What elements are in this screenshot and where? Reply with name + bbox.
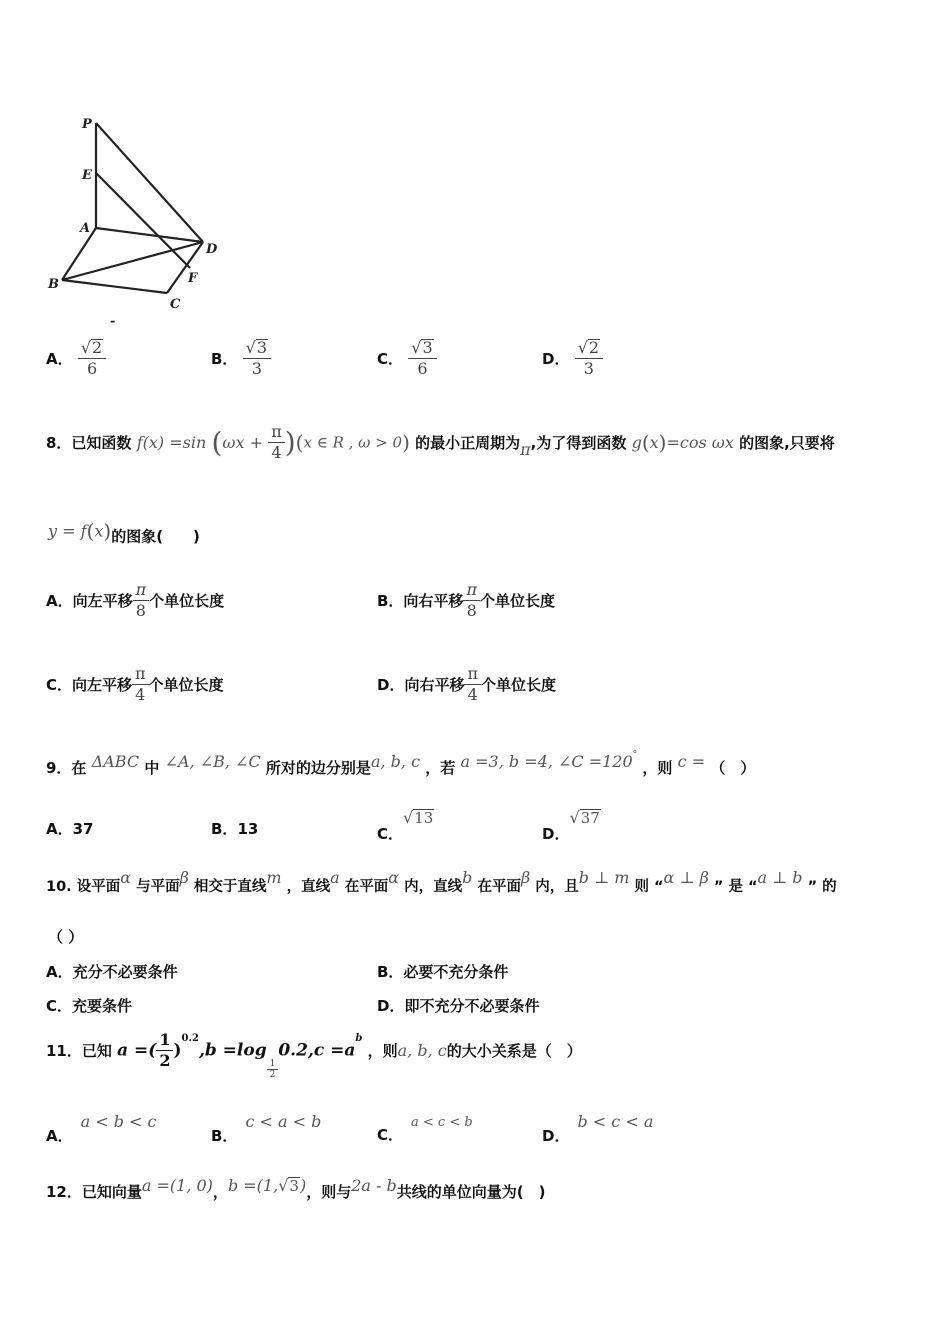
q10-option-d[interactable]: D．即不充分不必要条件 (377, 997, 540, 1015)
q9-option-a[interactable] (46, 818, 93, 839)
q7-c-den: 6 (417, 359, 428, 378)
q7-c-label: C． (377, 350, 404, 368)
q8-option-a[interactable] (46, 580, 224, 621)
q11-p2: ，则 (367, 1042, 398, 1060)
q7-c-fraction: $\frac{√3}{6}$ (408, 338, 436, 379)
q8-stem-line2 (48, 519, 200, 547)
q10-p5: 在平面 (344, 879, 389, 895)
q7-a-label: A． (46, 350, 73, 368)
q11-d-label: D． (542, 1127, 570, 1145)
q10-p2: 与平面 (136, 879, 180, 895)
q8-cos: =cos ωx (666, 433, 734, 452)
q7-option-c[interactable] (377, 338, 437, 379)
q9-option-d[interactable] (542, 808, 601, 844)
q8-c-den: 4 (135, 685, 146, 704)
q9-a-value: 37 (72, 820, 94, 838)
q11-log-base (267, 1059, 279, 1080)
q8-paren-open: ( (211, 426, 223, 459)
q8-a-unit: 个单位长度 (149, 592, 225, 610)
q9-p1: 9．在 (46, 759, 87, 777)
q10-stem (46, 868, 837, 896)
q8-y-x: x (94, 521, 104, 541)
q12-b-sqrt: √3 (278, 1176, 299, 1195)
q10-p7: 在平面 (477, 879, 521, 895)
q11-option-d[interactable] (542, 1112, 653, 1146)
q9-p4: ，若 (425, 759, 456, 777)
q8-y-open: ( (86, 519, 95, 543)
q8-b-num: π (463, 580, 480, 601)
q8-g-open: ( (641, 430, 650, 455)
q11-p3: 的大小关系是（ ） (446, 1042, 582, 1060)
q8-text1: 的最小正周期为 (415, 434, 521, 452)
q8-y-eq: y = f (48, 521, 87, 541)
q10-p9: 则 “ (634, 879, 664, 895)
q8-paren-close: ) (284, 426, 296, 459)
q10-p11: ” 的 (807, 879, 837, 895)
q12-p1: 12．已知向量 (46, 1183, 142, 1201)
q8-d-num: π (464, 664, 481, 685)
q9-p2: 中 (144, 759, 160, 777)
q10-option-b[interactable]: B．必要不充分条件 (377, 963, 509, 981)
q9-d-label: D． (542, 825, 570, 843)
q10-p3: 相交于直线 (193, 879, 267, 895)
q11-two: 2 (159, 1051, 171, 1070)
q8-b-unit: 个单位长度 (479, 592, 555, 610)
q11-close: ) (173, 1040, 182, 1061)
q8-g: g (631, 433, 642, 452)
q8-y-close: ) (103, 519, 112, 543)
q8-func-lhs: f(x) =sin (136, 433, 207, 452)
q9-stem (46, 750, 755, 778)
edge-EF (96, 173, 190, 268)
q9-degree: ° (632, 750, 638, 760)
label-F: F (188, 271, 198, 286)
q7-a-num: 2 (92, 338, 103, 357)
q10-alpha: α (120, 868, 132, 887)
q10-beta2: β (520, 868, 531, 887)
q7-d-den: 3 (583, 359, 594, 378)
q10-p4: ，直线 (286, 879, 331, 895)
q11-b-expr: c < a < b (245, 1112, 322, 1131)
q9-c-sqrt: √13 (403, 808, 434, 827)
pyramid-figure (40, 105, 240, 330)
q8-pi: π (268, 422, 285, 443)
q11-exp: 0.2 (181, 1033, 199, 1044)
q8-b-den: 8 (466, 601, 477, 620)
q9-triangle: ΔABC (91, 752, 140, 771)
q7-a-den: 6 (86, 359, 98, 378)
edge-PD (96, 123, 203, 242)
q8-omega-x: ωx + (222, 433, 263, 452)
q7-b-label: B． (211, 350, 238, 368)
q12-b-radicand: 3 (289, 1177, 299, 1195)
q8-a-label: A．向左平移 (46, 592, 133, 610)
q9-c-eq: c = (677, 752, 706, 771)
q11-option-c[interactable] (377, 1112, 473, 1145)
q7-a-fraction: $\frac{√2}{6}$ (78, 338, 106, 379)
q8-b-frac (463, 580, 480, 621)
q9-c-label: C． (377, 825, 404, 843)
q11-sup-b: b (355, 1033, 363, 1044)
q11-b-eq: ,b =log (198, 1040, 267, 1061)
q8-option-d[interactable] (377, 664, 556, 705)
q7-d-fraction: $\frac{√2}{3}$ (575, 338, 603, 379)
q10-b-perp-m: b ⊥ m (578, 868, 630, 887)
q11-option-b[interactable] (211, 1112, 321, 1146)
q7-b-den: 3 (251, 359, 262, 378)
q8-a-den: 8 (135, 601, 146, 620)
q11-option-a[interactable] (46, 1112, 157, 1146)
q10-beta: β (179, 868, 189, 887)
q8-tail: 的图象( ) (111, 527, 200, 546)
q11-p1: 11．已知 (46, 1042, 112, 1060)
q10-a-perp-b: a ⊥ b (757, 868, 803, 887)
q8-pi-over-4 (268, 422, 285, 463)
label-C: C (170, 297, 181, 312)
q8-text3: 的图象,只要将 (739, 434, 835, 452)
q7-option-a[interactable] (46, 338, 106, 379)
q8-period: π (520, 440, 531, 459)
q10-alpha-perp-beta: α ⊥ β (663, 868, 709, 887)
q10-p1: 10. 设平面 (46, 879, 121, 895)
q8-d-den: 4 (467, 685, 478, 704)
q8-text2: ,为了得到函数 (530, 434, 627, 452)
q11-d-expr: b < c < a (577, 1112, 654, 1131)
q11-b-label: B． (211, 1127, 238, 1145)
edge-AD (96, 228, 203, 242)
q12-expr: 2a - b (351, 1176, 397, 1195)
q9-sides: a, b, c (370, 752, 421, 771)
q8-stem (46, 422, 835, 463)
q11-rest: 0.2,c =a (278, 1040, 356, 1061)
q10-paren: （ ） (48, 928, 84, 946)
q9-a-label: A． (46, 820, 73, 838)
q11-c-label: C． (377, 1126, 404, 1144)
label-E: E (82, 168, 92, 183)
q10-m: m (266, 868, 282, 887)
q9-b-value: 13 (237, 820, 259, 838)
q7-b-num: 3 (256, 338, 268, 357)
q8-d-frac (464, 664, 481, 705)
q9-p6: （ ） (710, 759, 756, 777)
q12-b-vec1: b =(1, (227, 1176, 279, 1195)
q8-option-c[interactable] (46, 664, 224, 705)
q9-b-label: B． (211, 820, 238, 838)
q10-a: a (330, 868, 340, 887)
q11-stem (46, 1030, 582, 1080)
q8-b-label: B．向右平移 (377, 592, 464, 610)
q11-a-eq: a =( (117, 1040, 157, 1061)
q8-a-frac (133, 580, 150, 621)
q11-c-expr: a < c < b (411, 1115, 473, 1130)
q9-d-sqrt: √37 (569, 808, 600, 827)
q8-c-label: C．向左平移 (46, 676, 133, 694)
q12-stem (46, 1176, 545, 1202)
q11-half (156, 1030, 173, 1071)
edge-BC (62, 280, 167, 293)
q12-p3: ，则与 (306, 1183, 352, 1201)
q12-a-vec: a =(1, 0) (141, 1176, 213, 1195)
q12-p2: ， (212, 1183, 228, 1201)
q9-c-radicand: 13 (414, 809, 434, 827)
q8-option-b[interactable] (377, 580, 555, 621)
q10-b: b (462, 868, 473, 887)
q12-p4: 共线的单位向量为( ) (396, 1183, 546, 1201)
q10-option-c[interactable]: C．充要条件 (46, 997, 133, 1015)
q8-d-unit: 个单位长度 (480, 676, 556, 694)
q8-g-close: ) (658, 430, 667, 455)
q8-number: 8．已知函数 (46, 434, 132, 452)
q9-p3: 所对的边分别是 (265, 759, 371, 777)
q11-a-expr: a < b < c (80, 1112, 157, 1131)
q9-option-c[interactable] (377, 808, 434, 844)
label-A: A (80, 221, 91, 236)
q9-p5: ，则 (642, 759, 673, 777)
q7-d-num: 2 (588, 338, 600, 357)
q7-option-b[interactable] (211, 338, 271, 379)
q8-c-frac (132, 664, 149, 705)
q7-c-num: 3 (422, 338, 433, 357)
q10-option-a[interactable]: A．充分不必要条件 (46, 963, 178, 981)
label-D: D (206, 242, 218, 257)
q7-option-d[interactable] (542, 338, 603, 379)
q12-b-vec2: ) (299, 1176, 307, 1195)
q10-p6: 内，直线 (404, 879, 463, 895)
q10-p10: ” 是 “ (713, 879, 758, 895)
q8-four: 4 (271, 443, 282, 462)
q8-domain: x ∈ R , ω > 0 (303, 433, 403, 452)
q7-d-label: D． (542, 350, 570, 368)
q11-vars: a, b, c (397, 1041, 447, 1060)
label-dot: - (110, 314, 116, 329)
q8-c-unit: 个单位长度 (148, 676, 224, 694)
q9-d-radicand: 37 (580, 809, 600, 827)
q9-angles: ∠A, ∠B, ∠C (164, 752, 261, 771)
q10-p8: 内，且 (535, 879, 579, 895)
q8-a-num: π (133, 580, 150, 601)
q11-base-d: 2 (269, 1070, 276, 1080)
q9-condition: a =3, b =4, ∠C =120 (460, 752, 633, 771)
q8-domain-close: ) (402, 430, 410, 455)
q10-alpha2: α (388, 868, 400, 887)
q8-d-label: D．向右平移 (377, 676, 465, 694)
q7-b-fraction: $\frac{√3}{3}$ (243, 338, 271, 379)
label-B: B (48, 277, 59, 292)
q8-c-num: π (132, 664, 149, 685)
label-P: P (82, 117, 92, 132)
q9-option-b[interactable] (211, 818, 258, 839)
q11-a-label: A． (46, 1127, 73, 1145)
q8-domain-open: ( (295, 430, 304, 455)
q8-g-x: x (649, 433, 659, 452)
q11-base-n: 1 (267, 1059, 279, 1070)
q11-one: 1 (156, 1030, 173, 1051)
